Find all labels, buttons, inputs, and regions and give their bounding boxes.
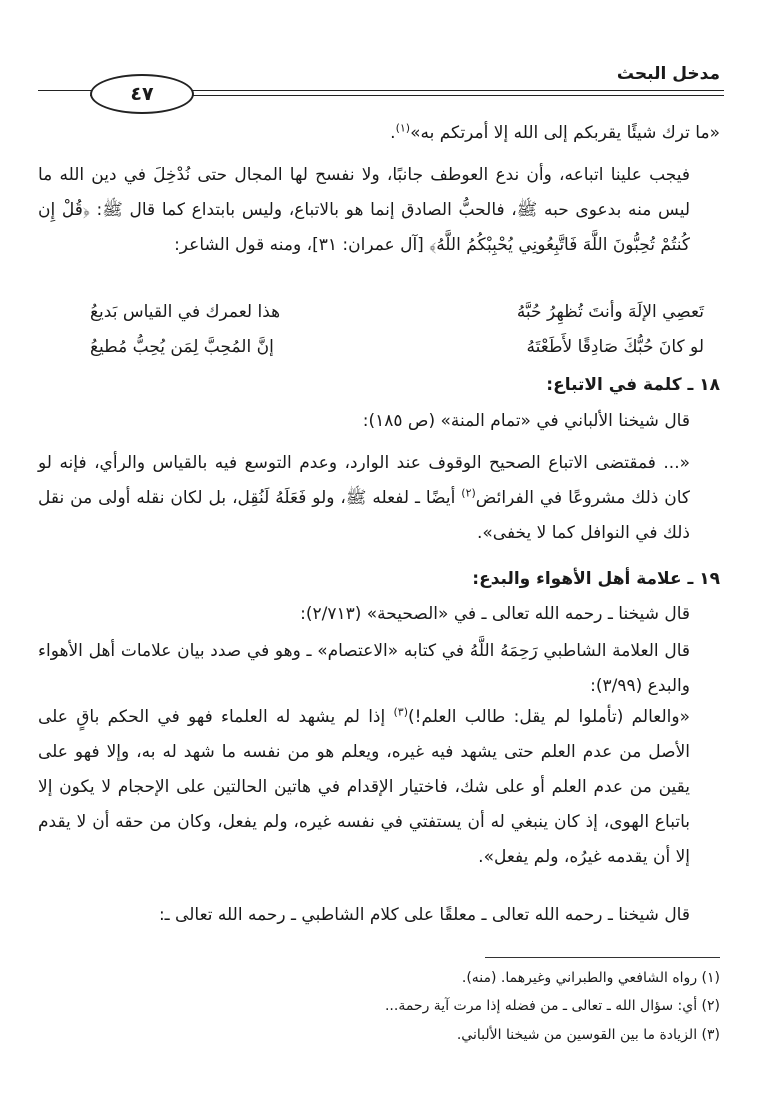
section-18-quote-text: «... فمقتضى الاتباع الصحيح الوقوف عند الوارد، وعدم التوسع فيه بالقياس والرأي، فإنه لو كان ذلك مشروعًا في الفرائض [38, 453, 691, 508]
section-19-quote [38, 700, 720, 875]
section-18-quote [38, 446, 720, 551]
quote-hadith: «ما ترك شيئًا يقربكم إلى الله إلا أمرتكم به»$^{(١)}$. [390, 121, 720, 143]
footnote-3: (٣) الزيادة ما بين القوسين من شيخنا الألباني. [456, 1027, 720, 1043]
closing-line: قال شيخنا ـ رحمه الله تعالى ـ معلقًا على كلام الشاطبي ـ رحمه الله تعالى ـ: [158, 905, 690, 925]
footnote-ref-2: (٢) [461, 486, 476, 500]
footnote-1: (١) رواه الشافعي والطبراني وغيرهما. (منه). [461, 970, 720, 986]
section-18-heading: ١٨ ـ كلمة في الاتباع: [546, 375, 720, 395]
section-18-intro: قال شيخنا الألباني في «تمام المنة» (ص ١٨٥): [362, 411, 690, 431]
section-19-heading: ١٩ ـ علامة أهل الأهواء والبدع: [472, 569, 720, 589]
section-19-intro: قال شيخنا ـ رحمه الله تعالى ـ في «الصحيحة» (٢/٧١٣): [300, 604, 690, 624]
section-19-quote-start: «والعالم (تأملوا لم يقل: طالب العلم!) [408, 707, 690, 727]
verse-line-1 [90, 302, 704, 336]
paragraph-following: فيجب علينا اتباعه، وأن ندع العوطف جانبًا، ولا نفسح لها المجال حتى نُدْخِلَ في دين الله ما ليس منه بدعوى حبه ﷺ، فالحبُّ الصادق إنما هو بالاتباع، وليس بابتداع كما قال ﷺ: ﴿قُلْ إِن كُنتُمْ تُحِبُّونَ اللَّهَ فَاتَّبِعُونِي يُحْبِبْكُمُ اللَّهُ﴾ [آل عمران: ٣١]، ومنه قول الشاعر: [38, 165, 690, 255]
running-header-title: مدخل البحث [616, 64, 720, 84]
section-18-quote-end: أيضًا ـ لفعله ﷺ، ولو فَعَلَهُ لَنُقِل، بل لكان نقله أولى من نقل ذلك في النوافل كما لا يخفى». [38, 488, 690, 543]
verse-1-hemistich-b: هذا لعمرك في القياس بَديعُ [90, 302, 281, 322]
verse-2-hemistich-a: لو كانَ حُبُّكَ صَادِقًا لأَطَعْتَهُ [526, 337, 704, 357]
verse-2-hemistich-b: إنَّ المُحِبَّ لِمَن يُحِبُّ مُطيعُ [90, 337, 274, 357]
section-19-quote-end: إذا لم يشهد له العلماء فهو في الحكم باقٍ على الأصل من عدم العلم حتى يشهد فيه غيره، ويعلم هو من نفسه ما شهد له به، وإلا فهو على يقين من عدم العلم أو على شك، فاختيار الإقدام في هاتين الحالتين على الإحجام لا يكون إلا باتباع الهوى، إذ كان ينبغي له أن يستفتي في نفسه غيره، ولم يفعل، وكان من حقه أن لا يقدم إلا أن يقدمه غيرُه، ولم يفعل». [38, 707, 690, 867]
footnote-separator [485, 957, 720, 958]
page-number: ٤٧ [130, 83, 154, 105]
verse-1-hemistich-a: تَعصِي الإلَهَ وأنتَ تُظهِرُ حُبَّهُ [516, 302, 704, 322]
quote-text: «ما ترك شيئًا يقربكم إلى الله إلا أمرتكم به» [410, 123, 720, 143]
section-19-shatibi-intro: قال العلامة الشاطبي رَحِمَهُ اللَّهُ في كتابه «الاعتصام» ـ وهو في صدد بيان علامات أهل الأهواء والبدع (٣/٩٩): [38, 641, 690, 696]
verse-line-2 [90, 337, 704, 371]
page-number-badge [90, 74, 194, 114]
footnote-ref-3: (٣) [393, 705, 408, 719]
footnote-ref-1: (١) [395, 121, 411, 135]
footnote-2: (٢) أي: سؤال الله ـ تعالى ـ من فضله إذا مرت آية رحمة... [384, 998, 720, 1014]
